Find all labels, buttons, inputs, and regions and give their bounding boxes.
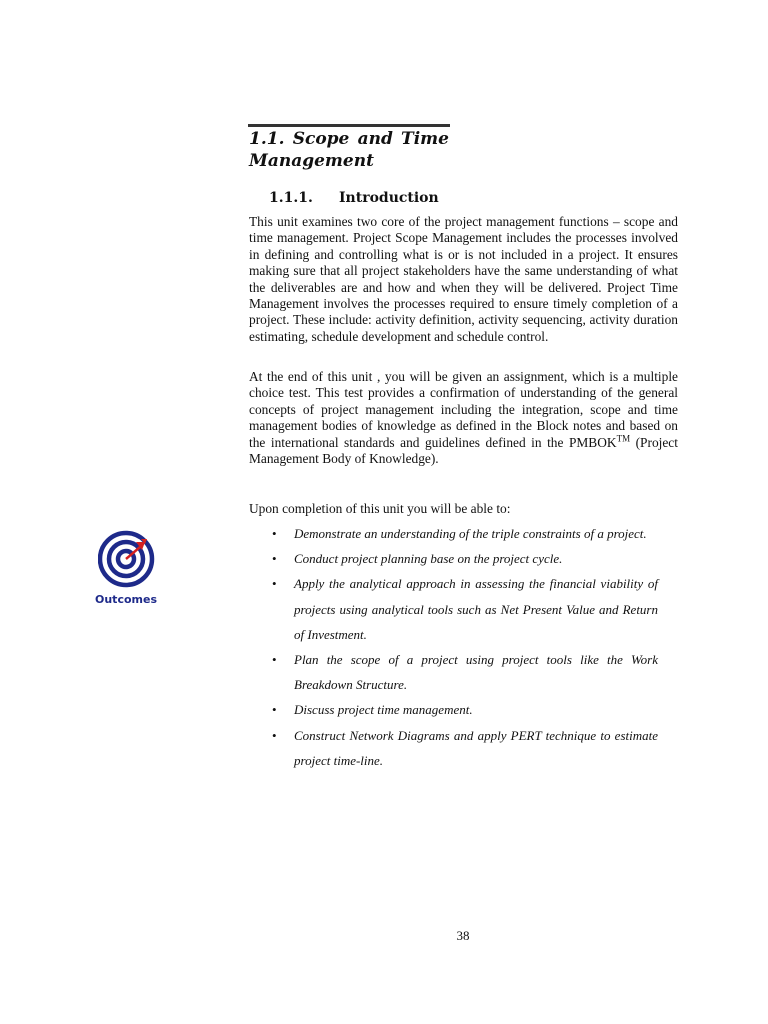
outcomes-label: Outcomes — [95, 593, 157, 606]
page-number: 38 — [456, 928, 470, 943]
subsection-heading — [269, 188, 439, 208]
outcome-text: Discuss project time management. — [294, 702, 473, 718]
assignment-text: At the end of this unit , you will be given an assignment, which is a multiple choice test. This test provides a confirmation of understanding of the general concepts of project management including the integration, scope and time management bodies of knowledge as defined in the Block notes and based on the international standards and guidelines defined in the PMBOK — [249, 369, 678, 450]
outcome-item — [272, 697, 658, 722]
outcome-text: Conduct project planning base on the project cycle. — [294, 551, 563, 567]
assignment-text-end: (Project Management Body of Knowledge). — [249, 434, 678, 467]
heading-rule — [248, 124, 450, 127]
outcome-text: Demonstrate an understanding of the triple constraints of a project. — [294, 526, 647, 541]
outcome-text: Construct Network Diagrams and apply PERT technique to estimate project time-line. — [294, 727, 658, 768]
bullet: • — [272, 551, 277, 567]
subsection-title: Introduction — [339, 190, 439, 206]
bullet: • — [272, 652, 277, 668]
outcome-item — [272, 546, 658, 571]
heading-word: and — [357, 129, 393, 149]
outcome-text: Apply the analytical approach in assessing the financial viability of projects using analytical tools such as Net Present Value and Return of Investment. — [294, 576, 658, 642]
outcomes-lead: Upon completion of this unit you will be able to: — [249, 501, 511, 516]
section-heading-line1 — [249, 128, 449, 150]
outcome-item — [272, 647, 658, 697]
subsection-number: 1.1.1. — [269, 190, 313, 206]
bullet: • — [272, 727, 277, 743]
target-icon-graphic — [98, 530, 156, 588]
intro-paragraph: This unit examines two core of the project management functions – scope and time management. Project Scope Management includes the processes involved in defining and controlling what is or is not included in a project. It ensures making sure that all project stakeholders have the same understanding of what the deliverables are and how and when they will be delivered. Project Time Management involves the processes required to ensure timely completion of a project. These include: activity definition, activity sequencing, activity duration estimating, schedule development and schedule control. — [249, 214, 678, 344]
heading-word: Time — [401, 129, 449, 149]
section-heading-line2: Management — [249, 151, 374, 171]
outcome-item — [272, 723, 658, 773]
outcomes-list — [272, 521, 658, 773]
heading-word: Scope — [292, 129, 350, 149]
heading-word: 1.1. — [249, 129, 285, 149]
section-heading — [249, 128, 449, 172]
bullet: • — [272, 576, 277, 592]
outcome-item — [272, 521, 658, 546]
bullet: • — [272, 702, 277, 718]
assignment-paragraph — [249, 369, 678, 467]
target-icon — [98, 530, 156, 588]
outcome-text: Plan the scope of a project using project tools like the Work Breakdown Structure. — [294, 652, 658, 693]
trademark-mark: TM — [616, 433, 631, 444]
outcome-item — [272, 571, 658, 647]
bullet: • — [272, 526, 277, 541]
